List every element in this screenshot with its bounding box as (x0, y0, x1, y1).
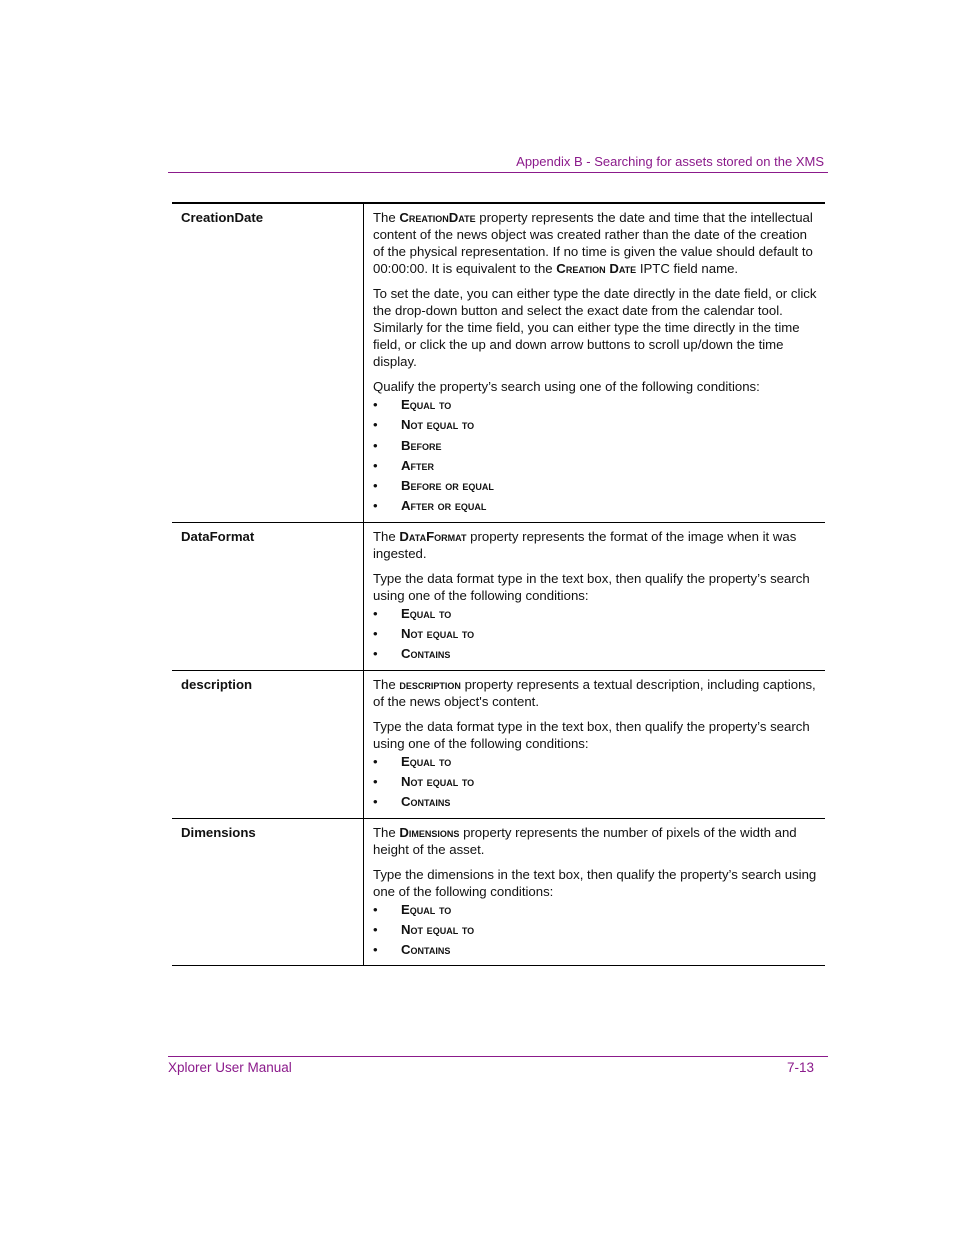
bullet-icon: • (373, 921, 378, 937)
conditions-list (373, 900, 817, 961)
list-item: • Equal to (373, 900, 817, 920)
footer-manual-title: Xplorer User Manual (168, 1060, 292, 1075)
property-name: DataFormat (172, 522, 364, 670)
bullet-icon: • (373, 457, 378, 473)
property-description (364, 203, 826, 522)
list-item: • Before (373, 436, 817, 456)
table-row-dataformat (172, 522, 825, 670)
conditions-list (373, 752, 817, 813)
bullet-icon: • (373, 753, 378, 769)
property-description (364, 670, 826, 818)
list-item: • Not equal to (373, 772, 817, 792)
description-paragraph: The Dimensions property represents the number of pixels of the width and height of the asset. (373, 824, 797, 857)
property-description (364, 522, 826, 670)
description-paragraph: The description property represents a textual description, including captions, of the news object's content. (373, 676, 816, 709)
list-item: • Not equal to (373, 920, 817, 940)
bullet-icon: • (373, 901, 378, 917)
bullet-icon: • (373, 646, 378, 662)
property-description (364, 818, 826, 966)
bullet-icon: • (373, 942, 378, 958)
list-item: • Contains (373, 940, 817, 960)
bullet-icon: • (373, 794, 378, 810)
property-table (172, 202, 825, 966)
list-item: • Not equal to (373, 624, 817, 644)
instruction-paragraph: Type the data format type in the text box, then qualify the property’s search using one of the following conditions: (373, 570, 810, 603)
property-name: CreationDate (172, 203, 364, 522)
conditions-list (373, 395, 817, 517)
bullet-icon: • (373, 478, 378, 494)
table-row-creationdate (172, 203, 825, 522)
instruction-paragraph: Type the data format type in the text box, then qualify the property’s search using one of the following conditions: (373, 718, 810, 751)
conditions-list (373, 604, 817, 665)
list-item: • Contains (373, 644, 817, 664)
list-item: • Equal to (373, 395, 817, 415)
list-item: • After or equal (373, 496, 817, 516)
list-item: • Equal to (373, 604, 817, 624)
bullet-icon: • (373, 397, 378, 412)
list-item: • Not equal to (373, 415, 817, 435)
instruction-paragraph: Type the dimensions in the text box, then qualify the property’s search using one of the following conditions: (373, 866, 817, 899)
description-paragraph: The DataFormat property represents the format of the image when it was ingested. (373, 528, 797, 561)
bullet-icon: • (373, 498, 378, 514)
instruction-paragraph: To set the date, you can either type the date directly in the date field, or click the drop-down button and select the exact date from the calendar tool. Similarly for the time field, you can either type the time directly in the time field, or click the up and down arrow buttons to scroll up/down the time display. (373, 286, 817, 369)
bullet-icon: • (373, 605, 378, 621)
property-keyword: DataFormat (399, 528, 467, 544)
bullet-icon: • (373, 626, 378, 642)
table-row-dimensions (172, 818, 825, 966)
running-header: Appendix B - Searching for assets stored on the XMS (516, 154, 824, 169)
table-row-description (172, 670, 825, 818)
bullet-icon: • (373, 437, 378, 453)
property-keyword: description (399, 676, 461, 692)
list-item: • Contains (373, 792, 817, 812)
property-name: description (172, 670, 364, 818)
property-keyword: Dimensions (399, 824, 460, 840)
page-number: 7-13 (786, 1060, 814, 1075)
property-keyword: CreationDate (399, 210, 476, 225)
property-name: Dimensions (172, 818, 364, 966)
list-item: • Equal to (373, 752, 817, 772)
bullet-icon: • (373, 417, 378, 433)
bullet-icon: • (373, 773, 378, 789)
list-item: • Before or equal (373, 476, 817, 496)
list-item: • After (373, 456, 817, 476)
header-rule (168, 172, 828, 173)
description-paragraph: The CreationDate property represents the date and time that the intellectual content of the news object was created rather than the date of the creation of the physical representation. If no time is given the value should default to 00:00:00. It is equivalent to the Creation Date IPTC field name. (373, 210, 813, 276)
conditions-intro: Qualify the property’s search using one of the following conditions: (373, 379, 760, 394)
iptc-keyword: Creation Date (556, 261, 637, 276)
footer-rule (168, 1056, 828, 1057)
